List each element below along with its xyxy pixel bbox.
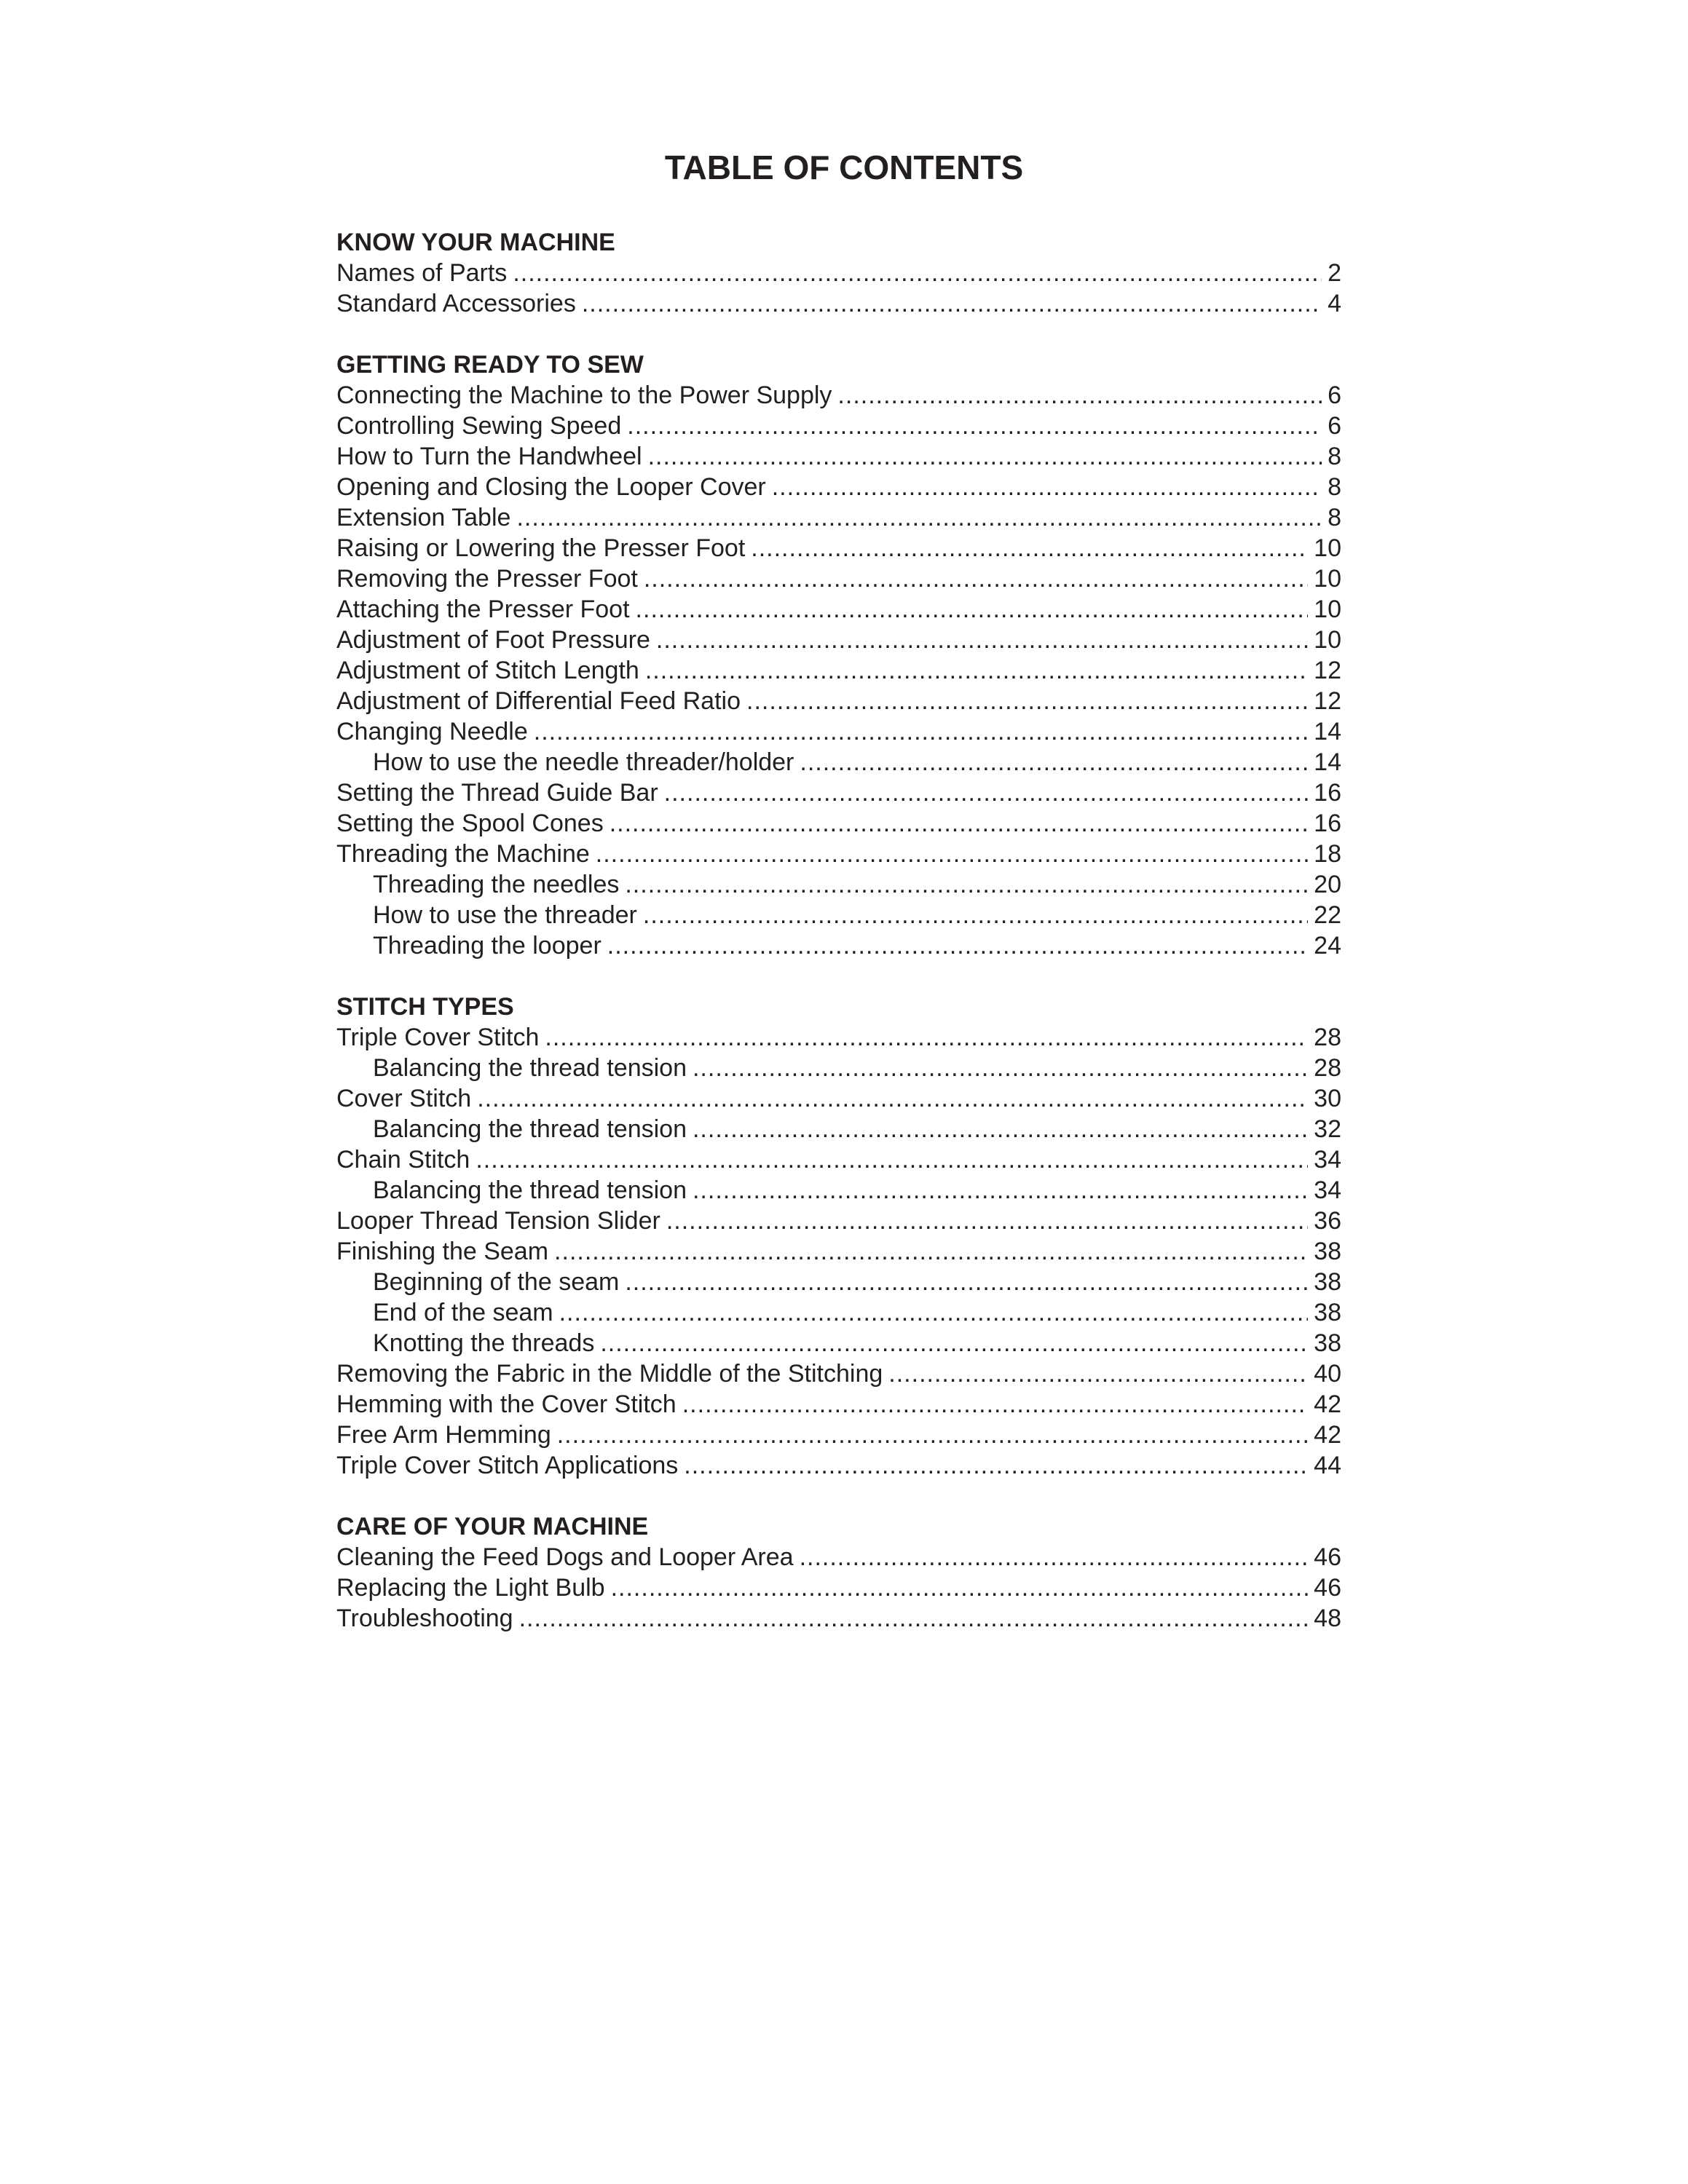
dot-leader — [582, 288, 1322, 319]
dot-leader — [746, 686, 1308, 716]
entry-label: Troubleshooting — [336, 1605, 513, 1632]
entry-label: Beginning of the seam — [373, 1268, 620, 1296]
entry-page-number: 6 — [1328, 412, 1341, 440]
dot-leader — [693, 1175, 1308, 1206]
toc-subentry — [336, 1267, 1341, 1297]
entry-page-number: 28 — [1314, 1024, 1341, 1051]
dot-leader — [644, 563, 1308, 594]
entry-label: Triple Cover Stitch — [336, 1024, 540, 1051]
dot-leader — [554, 1236, 1308, 1267]
entry-label: Balancing the thread tension — [373, 1054, 687, 1082]
toc-entry — [336, 1542, 1341, 1572]
entry-page-number: 42 — [1314, 1390, 1341, 1418]
entry-label: Looper Thread Tension Slider — [336, 1207, 660, 1235]
entry-page-number: 36 — [1314, 1207, 1341, 1235]
dot-leader — [643, 900, 1308, 930]
toc-entry — [336, 778, 1341, 808]
toc-entry — [336, 533, 1341, 563]
toc-entry — [336, 594, 1341, 625]
section-heading: STITCH TYPES — [336, 993, 514, 1021]
entry-page-number: 34 — [1314, 1176, 1341, 1204]
entry-page-number: 44 — [1314, 1452, 1341, 1479]
entry-label: Free Arm Hemming — [336, 1421, 551, 1449]
dot-leader — [610, 808, 1308, 839]
toc-entry — [336, 411, 1341, 441]
entry-label: Removing the Presser Foot — [336, 565, 638, 593]
entry-page-number: 32 — [1314, 1115, 1341, 1143]
dot-leader — [837, 380, 1322, 411]
toc-section — [336, 992, 1341, 1481]
toc-entry — [336, 502, 1341, 533]
dot-leader — [545, 1022, 1308, 1053]
dot-leader — [772, 472, 1322, 502]
entry-page-number: 40 — [1314, 1360, 1341, 1388]
dot-leader — [477, 1083, 1308, 1114]
entry-page-number: 38 — [1314, 1268, 1341, 1296]
toc-subentry — [336, 869, 1341, 900]
entry-label: How to use the needle threader/holder — [373, 748, 794, 776]
entry-label: Threading the looper — [373, 932, 602, 960]
dot-leader — [636, 594, 1309, 625]
entry-page-number: 42 — [1314, 1421, 1341, 1449]
entry-page-number: 38 — [1314, 1329, 1341, 1357]
toc-entry — [336, 1603, 1341, 1634]
entry-page-number: 2 — [1328, 259, 1341, 287]
toc-entry — [336, 380, 1341, 411]
entry-label: Attaching the Presser Foot — [336, 596, 630, 623]
dot-leader — [627, 411, 1322, 441]
toc-section — [336, 349, 1341, 961]
dot-leader — [800, 1542, 1309, 1572]
entry-page-number: 10 — [1314, 596, 1341, 623]
toc-entry — [336, 1389, 1341, 1420]
entry-page-number: 16 — [1314, 779, 1341, 807]
page-title: TABLE OF CONTENTS — [664, 149, 1024, 186]
entry-label: Adjustment of Foot Pressure — [336, 626, 650, 654]
dot-leader — [664, 778, 1309, 808]
entry-label: Cover Stitch — [336, 1085, 472, 1112]
entry-label: Cleaning the Feed Dogs and Looper Area — [336, 1543, 794, 1571]
toc-entry — [336, 716, 1341, 747]
toc-subentry — [336, 1175, 1341, 1206]
entry-label: Setting the Spool Cones — [336, 810, 604, 837]
dot-leader — [607, 930, 1308, 961]
entry-label: Triple Cover Stitch Applications — [336, 1452, 679, 1479]
toc-entry — [336, 1420, 1341, 1450]
entry-label: Extension Table — [336, 504, 511, 531]
entry-label: Finishing the Seam — [336, 1238, 549, 1265]
toc-entry — [336, 563, 1341, 594]
dot-leader — [800, 747, 1308, 778]
toc-entry — [336, 625, 1341, 655]
toc-entry — [336, 1236, 1341, 1267]
toc-entry — [336, 1572, 1341, 1603]
entry-label: Removing the Fabric in the Middle of the Stitching — [336, 1360, 883, 1388]
dot-leader — [666, 1206, 1308, 1236]
entry-page-number: 6 — [1328, 381, 1341, 409]
entry-page-number: 8 — [1328, 473, 1341, 501]
dot-leader — [751, 533, 1308, 563]
dot-leader — [596, 839, 1308, 869]
toc-section — [336, 1511, 1341, 1634]
entry-page-number: 46 — [1314, 1543, 1341, 1571]
table-of-contents — [336, 227, 1341, 1664]
dot-leader — [600, 1328, 1308, 1358]
entry-page-number: 18 — [1314, 840, 1341, 868]
toc-subentry — [336, 1114, 1341, 1144]
dot-leader — [645, 655, 1308, 686]
entry-page-number: 14 — [1314, 748, 1341, 776]
section-heading: CARE OF YOUR MACHINE — [336, 1513, 649, 1540]
dot-leader — [625, 869, 1308, 900]
toc-subentry — [336, 900, 1341, 930]
entry-label: Setting the Thread Guide Bar — [336, 779, 658, 807]
entry-page-number: 4 — [1328, 290, 1341, 317]
toc-subentry — [336, 930, 1341, 961]
entry-page-number: 16 — [1314, 810, 1341, 837]
toc-entry — [336, 1206, 1341, 1236]
entry-page-number: 10 — [1314, 626, 1341, 654]
toc-section — [336, 227, 1341, 319]
dot-leader — [648, 441, 1322, 472]
toc-entry — [336, 1358, 1341, 1389]
dot-leader — [559, 1297, 1309, 1328]
entry-page-number: 38 — [1314, 1238, 1341, 1265]
section-heading: KNOW YOUR MACHINE — [336, 229, 615, 256]
toc-entry — [336, 839, 1341, 869]
entry-label: Opening and Closing the Looper Cover — [336, 473, 766, 501]
entry-label: Names of Parts — [336, 259, 508, 287]
entry-page-number: 20 — [1314, 871, 1341, 898]
entry-label: How to Turn the Handwheel — [336, 443, 642, 470]
entry-page-number: 10 — [1314, 534, 1341, 562]
entry-page-number: 12 — [1314, 687, 1341, 715]
dot-leader — [534, 716, 1308, 747]
toc-entry — [336, 258, 1341, 288]
entry-page-number: 14 — [1314, 718, 1341, 745]
entry-label: Hemming with the Cover Stitch — [336, 1390, 677, 1418]
entry-label: Knotting the threads — [373, 1329, 595, 1357]
entry-label: Connecting the Machine to the Power Supply — [336, 381, 832, 409]
entry-page-number: 38 — [1314, 1299, 1341, 1326]
entry-label: Threading the needles — [373, 871, 620, 898]
entry-page-number: 8 — [1328, 504, 1341, 531]
dot-leader — [513, 258, 1322, 288]
entry-label: Raising or Lowering the Presser Foot — [336, 534, 746, 562]
dot-leader — [682, 1389, 1308, 1420]
toc-entry — [336, 1450, 1341, 1481]
dot-leader — [684, 1450, 1308, 1481]
entry-page-number: 34 — [1314, 1146, 1341, 1174]
dot-leader — [888, 1358, 1308, 1389]
entry-label: End of the seam — [373, 1299, 553, 1326]
toc-entry — [336, 288, 1341, 319]
entry-page-number: 24 — [1314, 932, 1341, 960]
entry-label: Balancing the thread tension — [373, 1176, 687, 1204]
entry-label: Threading the Machine — [336, 840, 590, 868]
toc-subentry — [336, 1053, 1341, 1083]
dot-leader — [693, 1053, 1308, 1083]
entry-page-number: 10 — [1314, 565, 1341, 593]
dot-leader — [557, 1420, 1308, 1450]
entry-label: Adjustment of Differential Feed Ratio — [336, 687, 741, 715]
toc-entry — [336, 655, 1341, 686]
dot-leader — [611, 1572, 1309, 1603]
entry-label: Replacing the Light Bulb — [336, 1574, 605, 1602]
toc-entry — [336, 1083, 1341, 1114]
entry-page-number: 12 — [1314, 657, 1341, 684]
entry-page-number: 30 — [1314, 1085, 1341, 1112]
toc-entry — [336, 1022, 1341, 1053]
entry-page-number: 8 — [1328, 443, 1341, 470]
entry-label: Adjustment of Stitch Length — [336, 657, 639, 684]
dot-leader — [476, 1144, 1308, 1175]
entry-page-number: 48 — [1314, 1605, 1341, 1632]
dot-leader — [519, 1603, 1309, 1634]
entry-label: Chain Stitch — [336, 1146, 470, 1174]
toc-subentry — [336, 1328, 1341, 1358]
entry-label: Balancing the thread tension — [373, 1115, 687, 1143]
toc-entry — [336, 808, 1341, 839]
toc-subentry — [336, 1297, 1341, 1328]
entry-label: Controlling Sewing Speed — [336, 412, 622, 440]
dot-leader — [625, 1267, 1308, 1297]
entry-label: Changing Needle — [336, 718, 528, 745]
entry-page-number: 22 — [1314, 901, 1341, 929]
entry-page-number: 46 — [1314, 1574, 1341, 1602]
dot-leader — [516, 502, 1322, 533]
toc-entry — [336, 1144, 1341, 1175]
dot-leader — [693, 1114, 1308, 1144]
toc-entry — [336, 686, 1341, 716]
entry-page-number: 28 — [1314, 1054, 1341, 1082]
entry-label: Standard Accessories — [336, 290, 576, 317]
section-heading: GETTING READY TO SEW — [336, 351, 644, 379]
toc-entry — [336, 472, 1341, 502]
toc-subentry — [336, 747, 1341, 778]
toc-entry — [336, 441, 1341, 472]
dot-leader — [656, 625, 1308, 655]
entry-label: How to use the threader — [373, 901, 637, 929]
